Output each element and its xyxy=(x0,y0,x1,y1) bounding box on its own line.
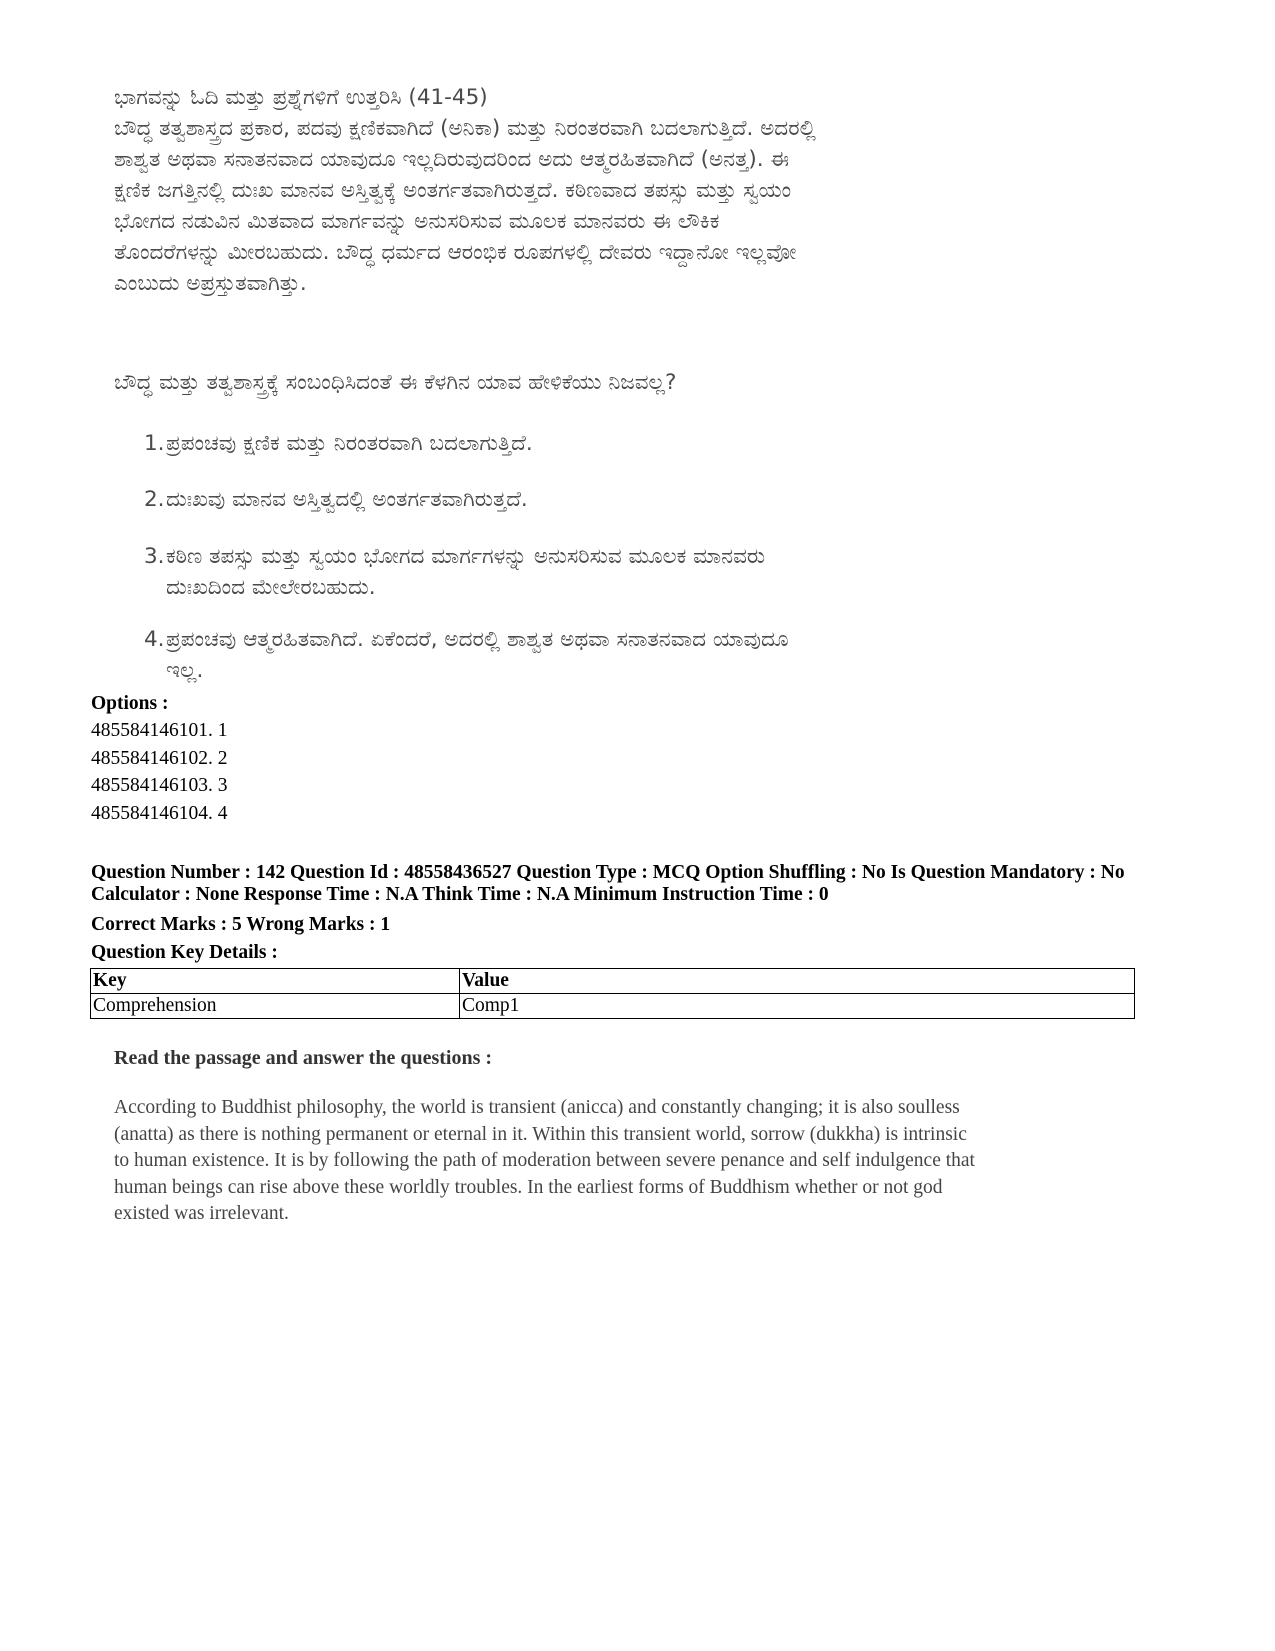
statement-number: 4. xyxy=(144,627,165,652)
passage-instruction: ಭಾಗವನ್ನು ಓದಿ ಮತ್ತು ಪ್ರಶ್ನೆಗಳಿಗೆ ಉತ್ತರಿಸಿ (41-45) xyxy=(114,85,488,110)
statement-line: ಕಠಿಣ ತಪಸ್ಸು ಮತ್ತು ಸ್ವಯಂ ಭೋಗದ ಮಾರ್ಗಗಳನ್ನು ಅನುಸರಿಸುವ ಮೂಲಕ ಮಾನವರು xyxy=(166,544,766,569)
marks-line: Correct Marks : 5 Wrong Marks : 1 xyxy=(91,914,391,935)
statement-item xyxy=(144,484,528,515)
passage-line: ಎಂಬುದು ಅಪ್ರಸ್ತುತವಾಗಿತ್ತು. xyxy=(114,271,307,296)
table-header-row xyxy=(91,969,1135,994)
statement-number: 1. xyxy=(144,431,165,456)
passage-line: According to Buddhist philosophy, the world is transient (anicca) and constantly changing; it is also soulless xyxy=(114,1097,960,1118)
kannada-passage xyxy=(114,82,1174,299)
cell-value: Comp1 xyxy=(460,994,1135,1019)
header-key: Key xyxy=(91,969,460,994)
question-meta: Question Number : 142 Question Id : 48558436527 Question Type : MCQ Option Shuffling : No Is Question Mandatory : No Calculator : None Response Time : N.A Think Time : N.A Minimum Instruction Time : 0 xyxy=(91,862,1125,905)
statement-number: 2. xyxy=(144,487,165,512)
kannada-question: ಬೌದ್ಧ ಮತ್ತು ತತ್ವಶಾಸ್ತ್ರಕ್ಕೆ ಸಂಬಂಧಿಸಿದಂತೆ ಈ ಕೆಳಗಿನ ಯಾವ ಹೇಳಿಕೆಯು ನಿಜವಲ್ಲ? xyxy=(114,370,677,395)
passage-line: human beings can rise above these worldly troubles. In the earliest forms of Buddhism whether or not god xyxy=(114,1176,943,1198)
option-item: 485584146102. 2 xyxy=(91,747,228,769)
passage-line: to human existence. It is by following the path of moderation between severe penance and self indulgence that xyxy=(114,1150,975,1171)
key-details-heading: Question Key Details : xyxy=(91,942,278,963)
option-item: 485584146103. 3 xyxy=(91,775,228,796)
statement-line: ಇಲ್ಲ. xyxy=(166,658,204,683)
option-item: 485584146104. 4 xyxy=(91,802,228,824)
passage-line: ಭೋಗದ ನಡುವಿನ ಮಿತವಾದ ಮಾರ್ಗವನ್ನು ಅನುಸರಿಸುವ ಮೂಲಕ ಮಾನವರು ಈ ಲೌಕಿಕ xyxy=(114,209,720,234)
table-row xyxy=(91,994,1135,1019)
english-passage-heading: Read the passage and answer the questions : xyxy=(114,1047,493,1069)
statement-text xyxy=(166,484,528,515)
passage-line: ತೊಂದರೆಗಳನ್ನು ಮೀರಬಹುದು. ಬೌದ್ಧ ಧರ್ಮದ ಆರಂಭಿಕ ರೂಪಗಳಲ್ಲಿ ದೇವರು ಇದ್ದಾನೋ ಇಲ್ಲವೋ xyxy=(114,240,797,265)
options-heading: Options : xyxy=(91,693,169,714)
statement-text xyxy=(166,624,789,686)
passage-line: ಕ್ಷಣಿಕ ಜಗತ್ತಿನಲ್ಲಿ ದುಃಖ ಮಾನವ ಅಸ್ತಿತ್ವಕ್ಕೆ ಅಂತರ್ಗತವಾಗಿರುತ್ತದೆ. ಕಠಿಣವಾದ ತಪಸ್ಸು ಮತ್ತು ಸ್ವಯಂ xyxy=(114,178,792,203)
statement-number: 3. xyxy=(144,544,165,569)
statement-item xyxy=(144,624,789,686)
passage-line: existed was irrelevant. xyxy=(114,1203,289,1224)
statement-item xyxy=(144,428,533,459)
statement-text xyxy=(166,428,533,459)
option-item: 485584146101. 1 xyxy=(91,720,228,741)
statement-text xyxy=(166,541,765,603)
cell-key: Comprehension xyxy=(91,994,460,1019)
statement-item xyxy=(144,541,765,603)
statement-line: ದುಃಖವು ಮಾನವ ಅಸ್ತಿತ್ವದಲ್ಲಿ ಅಂತರ್ಗತವಾಗಿರುತ್ತದೆ. xyxy=(166,487,528,512)
statement-line: ದುಃಖದಿಂದ ಮೇಲೇರಬಹುದು. xyxy=(166,575,376,600)
statement-line: ಪ್ರಪಂಚವು ಆತ್ಮರಹಿತವಾಗಿದೆ. ಏಕೆಂದರೆ, ಅದರಲ್ಲಿ ಶಾಶ್ವತ ಅಥವಾ ಸನಾತನವಾದ ಯಾವುದೂ xyxy=(166,627,789,652)
header-value: Value xyxy=(460,969,1135,994)
options-list xyxy=(91,717,228,827)
key-table xyxy=(90,968,1135,1019)
passage-line: ಶಾಶ್ವತ ಅಥವಾ ಸನಾತನವಾದ ಯಾವುದೂ ಇಲ್ಲದಿರುವುದರಿಂದ ಅದು ಆತ್ಮರಹಿತವಾಗಿದೆ (ಅನತ್ತ). ಈ xyxy=(114,147,790,172)
passage-line: (anatta) as there is nothing permanent or eternal in it. Within this transient world, sorrow (dukkha) is intrinsic xyxy=(114,1123,967,1145)
passage-line: ಬೌದ್ಧ ತತ್ವಶಾಸ್ತ್ರದ ಪ್ರಕಾರ, ಪದವು ಕ್ಷಣಿಕವಾಗಿದೆ (ಅನಿಕಾ) ಮತ್ತು ನಿರಂತರವಾಗಿ ಬದಲಾಗುತ್ತಿದೆ. ಅದರಲ್ಲಿ xyxy=(114,116,816,141)
statement-line: ಪ್ರಪಂಚವು ಕ್ಷಣಿಕ ಮತ್ತು ನಿರಂತರವಾಗಿ ಬದಲಾಗುತ್ತಿದೆ. xyxy=(166,431,533,456)
english-passage xyxy=(114,1095,1114,1228)
